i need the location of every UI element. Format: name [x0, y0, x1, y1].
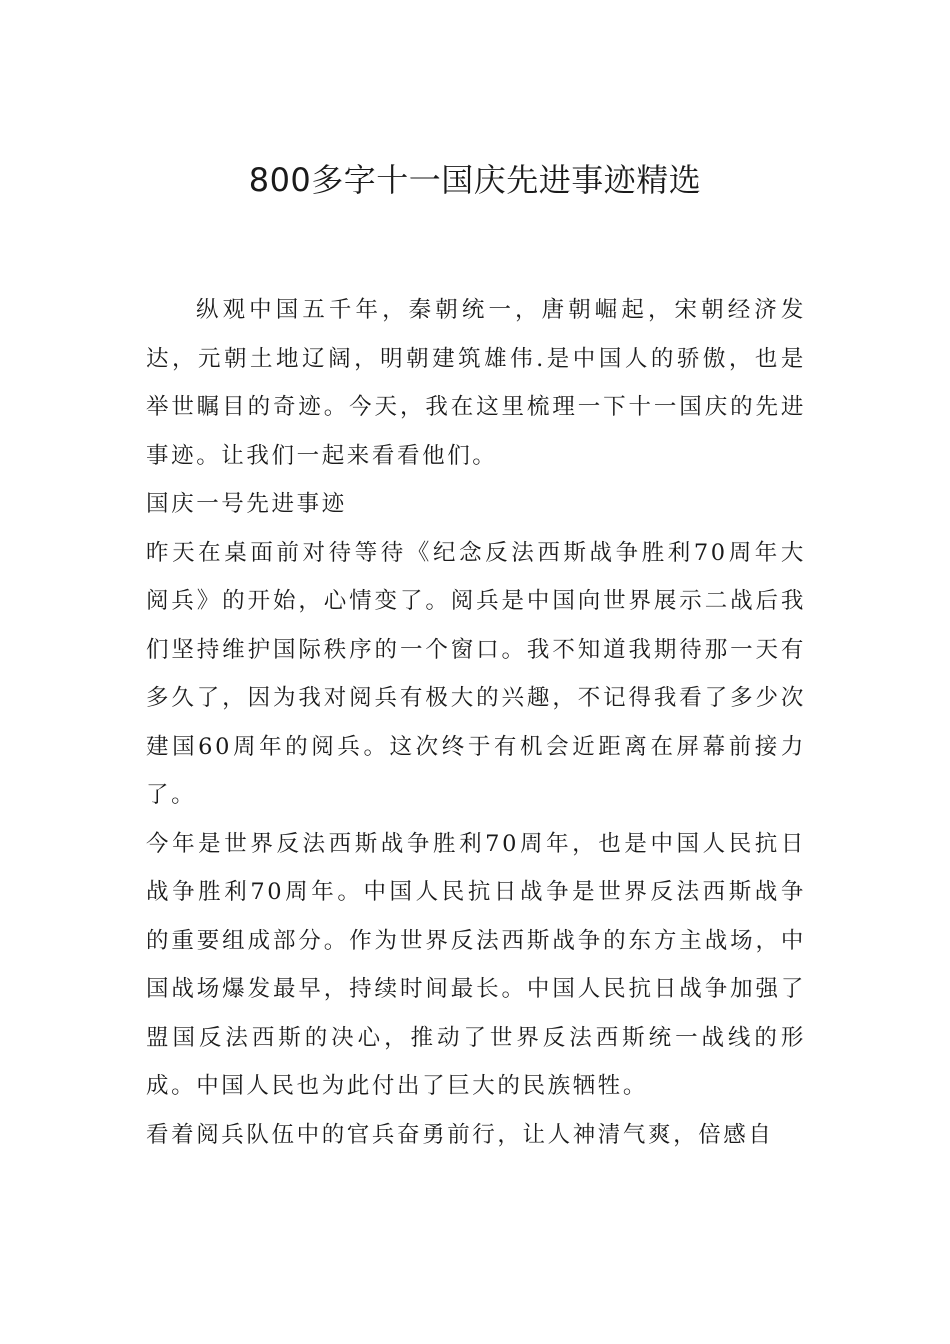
- body-paragraph: 看着阅兵队伍中的官兵奋勇前行，让人神清气爽，倍感自: [146, 1121, 774, 1148]
- document-body: [146, 286, 806, 1159]
- body-paragraph: 今年是世界反法西斯战争胜利70周年，也是中国人民抗日战争胜利70周年。中国人民抗日战争是世界反法西斯战争的重要组成部分。作为世界反法西斯战争的东方主战场，中国战场爆发最早，持续时间最长。中国人民抗日战争加强了盟国反法西斯的决心，推动了世界反法西斯统一战线的形成。中国人民也为此付出了巨大的民族牺牲。: [146, 830, 806, 1099]
- section-heading: 国庆一号先进事迹: [146, 491, 347, 517]
- body-paragraph: 昨天在桌面前对待等待《纪念反法西斯战争胜利70周年大阅兵》的开始，心情变了。阅兵是中国向世界展示二战后我们坚持维护国际秩序的一个窗口。我不知道我期待那一天有多久了，因为我对阅兵有极大的兴趣，不记得我看了多少次建国60周年的阅兵。这次终于有机会近距离在屏幕前接力了。: [146, 539, 806, 808]
- document-title: 800多字十一国庆先进事迹精选: [248, 161, 702, 199]
- intro-paragraph: 纵观中国五千年，秦朝统一，唐朝崛起，宋朝经济发达，元朝土地辽阔，明朝建筑雄伟.是中国人的骄傲，也是举世瞩目的奇迹。今天，我在这里梳理一下十一国庆的先进事迹。让我们一起来看看他们。: [146, 297, 806, 469]
